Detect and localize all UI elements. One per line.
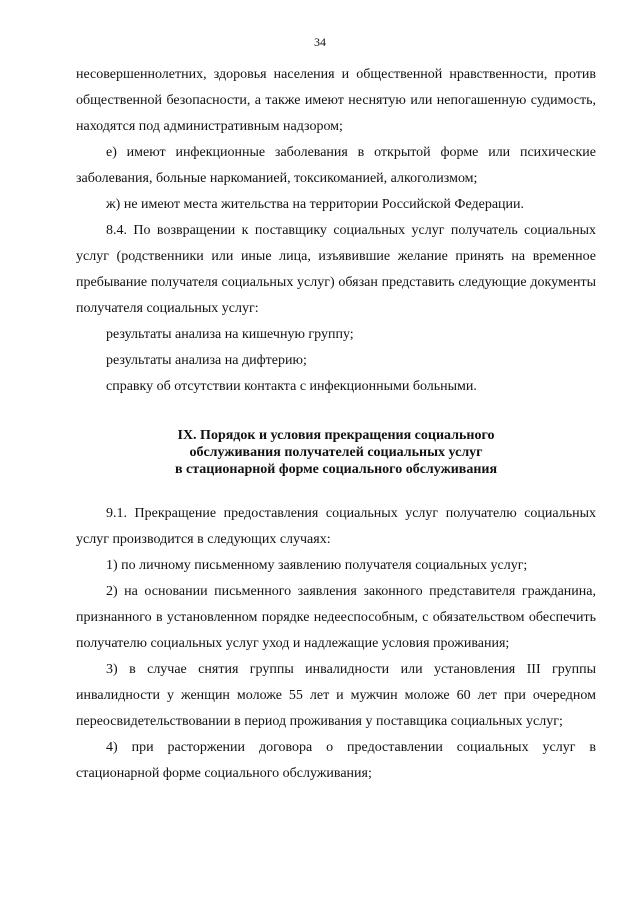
section-heading-line-2: обслуживания получателей социальных услуг (189, 445, 483, 460)
paragraph-item-zh: ж) не имеют места жительства на территории Российской Федерации. (106, 197, 525, 212)
section-heading-line-1: IX. Порядок и условия прекращения социального (177, 428, 495, 443)
section-heading (76, 427, 596, 478)
paragraph-continuation: несовершеннолетних, здоровья населения и общественной нравственности, против общественной безопасности, а также имеют неснятую или непогашенную судимость, находятся под административным надзором; (76, 67, 596, 134)
page-number: 34 (314, 35, 326, 49)
paragraph-item-e: е) имеют инфекционные заболевания в открытой форме или психические заболевания, больные наркоманией, токсикоманией, алкоголизмом; (76, 145, 596, 186)
list-item-3: 3) в случае снятия группы инвалидности или установления III группы инвалидности у женщин моложе 55 лет и мужчин моложе 60 лет при очередном переосвидетельствовании в период проживания у поставщика социальных услуг; (76, 662, 596, 729)
list-item-diphtheria-test: результаты анализа на дифтерию; (106, 353, 307, 368)
section-heading-line-3: в стационарной форме социального обслуживания (174, 462, 498, 477)
list-item-2: 2) на основании письменного заявления законного представителя гражданина, признанного в установленном порядке недееспособным, с обязательством обеспечить получателю социальных услуг уход и надлежащие условия проживания; (76, 584, 596, 651)
list-item-intestinal-test: результаты анализа на кишечную группу; (106, 327, 354, 342)
list-item-4: 4) при расторжении договора о предоставлении социальных услуг в стационарной форме социального обслуживания; (76, 740, 596, 781)
list-item-no-contact-certificate: справку об отсутствии контакта с инфекционными больными. (106, 379, 477, 394)
document-body (76, 62, 596, 787)
list-item-1: 1) по личному письменному заявлению получателя социальных услуг; (106, 558, 528, 573)
paragraph-8-4: 8.4. По возвращении к поставщику социальных услуг получатель социальных услуг (родственники или иные лица, изъявившие желание принять на временное пребывание получателя социальных услуг) обязан представить следующие документы получателя социальных услуг: (76, 223, 596, 316)
paragraph-9-1: 9.1. Прекращение предоставления социальных услуг получателю социальных услуг производится в следующих случаях: (76, 506, 596, 547)
